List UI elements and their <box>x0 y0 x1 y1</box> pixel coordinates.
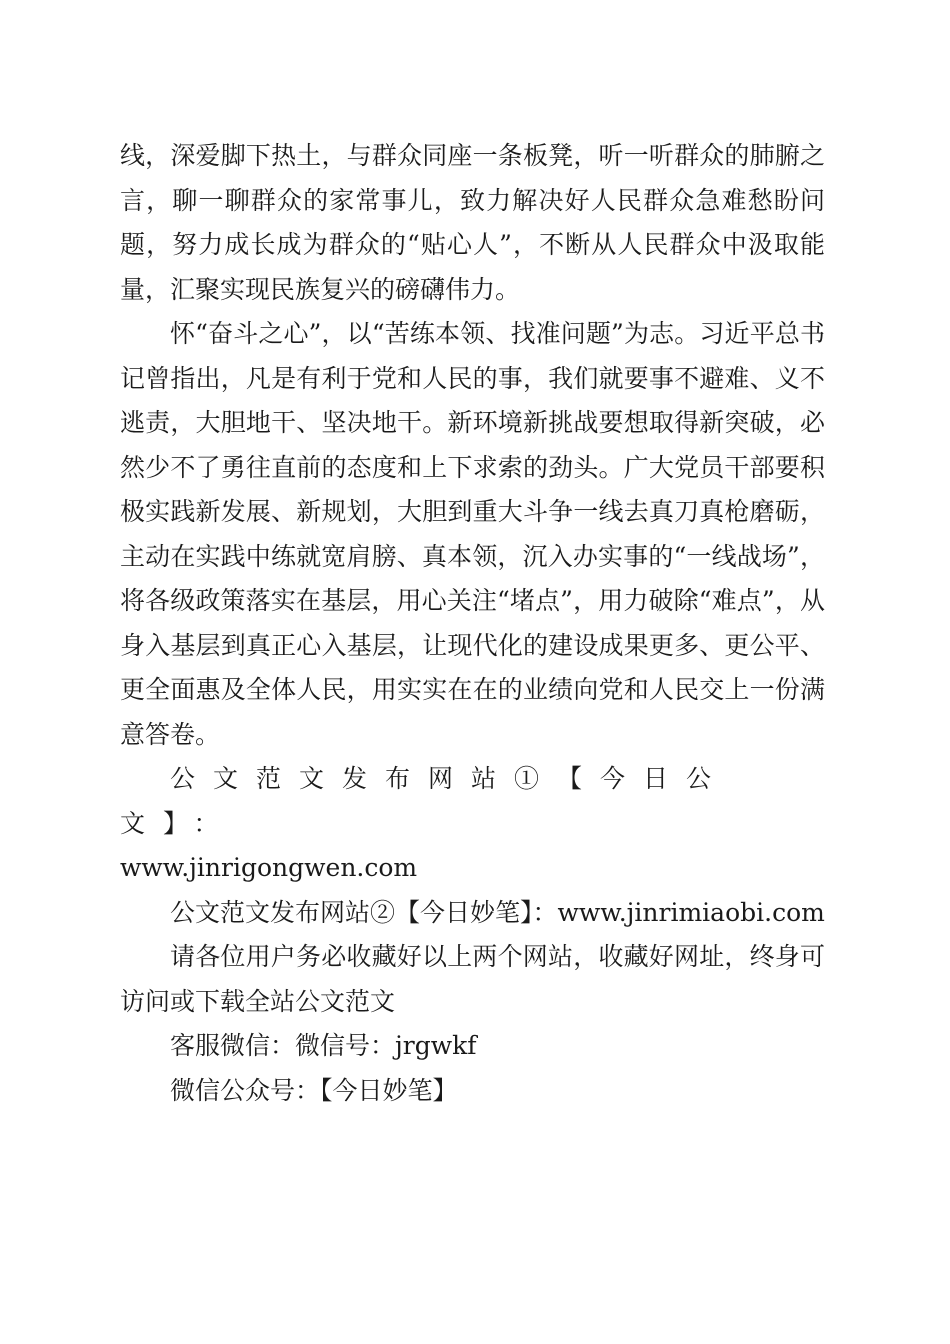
paragraph-continued: 线，深爱脚下热土，与群众同座一条板凳，听一听群众的肺腑之言，聊一聊群众的家常事儿，致力解决好人民群众急难愁盼问题，努力成长成为群众的“贴心人”，不断从人民群众中汲取能量，汇聚实现民族复兴的磅礴伟力。 <box>120 141 825 304</box>
official-account: 微信公众号：【今日妙笔】 <box>170 1075 458 1105</box>
site1-label: 公文范文发布网站①【今日公文】： <box>120 764 730 838</box>
site2-line: 公文范文发布网站②【今日妙笔】：www.jinrimiaobi.com <box>170 897 825 927</box>
document-body <box>120 134 825 1113</box>
site1-url: www.jinrigongwen.com <box>120 853 418 882</box>
customer-service-wechat: 客服微信：微信号：jrgwkf <box>170 1031 477 1060</box>
paragraph-struggle: 怀“奋斗之心”，以“苦练本领、找准问题”为志。习近平总书记曾指出，凡是有利于党和人民的事，我们就要事不避难、义不逃责，大胆地干、坚决地干。新环境新挑战要想取得新突破，必然少不了勇往直前的态度和上下求索的劲头。广大党员干部要积极实践新发展、新规划，大胆到重大斗争一线去真刀真枪磨砺，主动在实践中练就宽肩膀、真本领，沉入办实事的“一线战场”，将各级政策落实在基层，用心关注“堵点”，用力破除“难点”，从身入基层到真正心入基层，让现代化的建设成果更多、更公平、更全面惠及全体人民，用实实在在的业绩向党和人民交上一份满意答卷。 <box>120 319 825 749</box>
notice-text: 请各位用户务必收藏好以上两个网站，收藏好网址，终身可访问或下载全站公文范文 <box>120 942 825 1016</box>
